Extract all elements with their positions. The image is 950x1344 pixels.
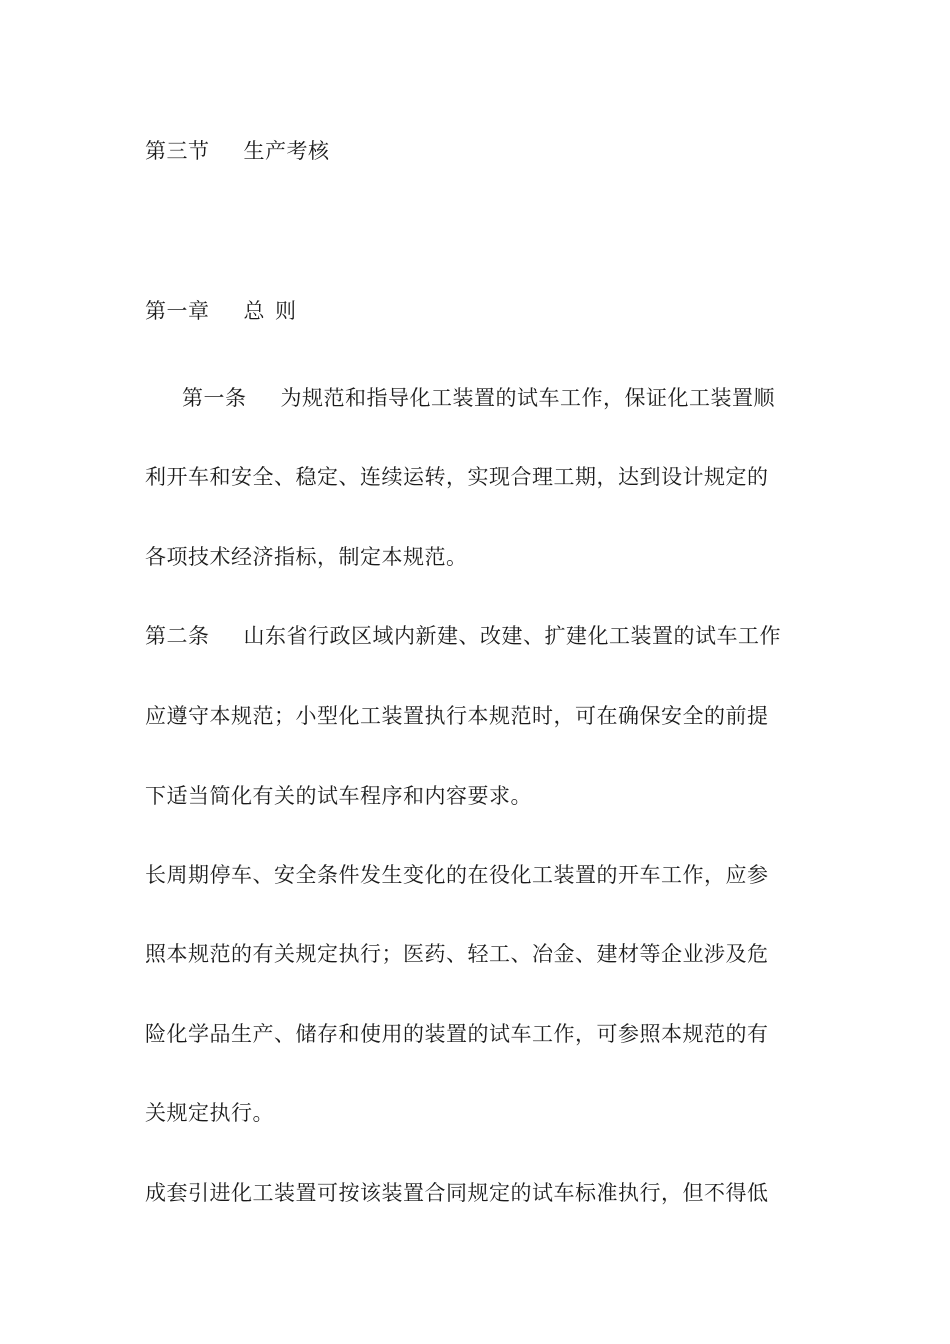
article2-number: 第二条 xyxy=(145,624,210,648)
section-number: 第三节 xyxy=(145,139,210,163)
para3-line1: 长周期停车、安全条件发生变化的在役化工装置的开车工作，应参 xyxy=(145,863,769,887)
chapter-title-part2: 则 xyxy=(275,299,297,323)
article1-number: 第一条 xyxy=(182,386,247,410)
para3-line3: 险化学品生产、储存和使用的装置的试车工作，可参照本规范的有 xyxy=(145,1022,769,1046)
para3-line4: 关规定执行。 xyxy=(145,1101,274,1125)
section-title: 生产考核 xyxy=(243,139,330,163)
article1-line1 xyxy=(182,384,775,412)
article1-line3: 各项技术经济指标，制定本规范。 xyxy=(145,545,468,569)
chapter-number: 第一章 xyxy=(145,299,210,323)
chapter-heading xyxy=(145,297,297,325)
article2-line2: 应遵守本规范；小型化工装置执行本规范时，可在确保安全的前提 xyxy=(145,704,769,728)
article1-text1: 为规范和指导化工装置的试车工作，保证化工装置顺 xyxy=(280,386,775,410)
chapter-title-part1: 总 xyxy=(243,299,265,323)
para4-line1: 成套引进化工装置可按该装置合同规定的试车标准执行，但不得低 xyxy=(145,1181,769,1205)
article2-text1: 山东省行政区域内新建、改建、扩建化工装置的试车工作 xyxy=(243,624,781,648)
article2-line1 xyxy=(145,622,781,650)
para3-line2: 照本规范的有关规定执行；医药、轻工、冶金、建材等企业涉及危 xyxy=(145,942,769,966)
article1-line2: 利开车和安全、稳定、连续运转，实现合理工期，达到设计规定的 xyxy=(145,465,769,489)
section-heading xyxy=(145,137,330,165)
article2-line3: 下适当简化有关的试车程序和内容要求。 xyxy=(145,784,532,808)
